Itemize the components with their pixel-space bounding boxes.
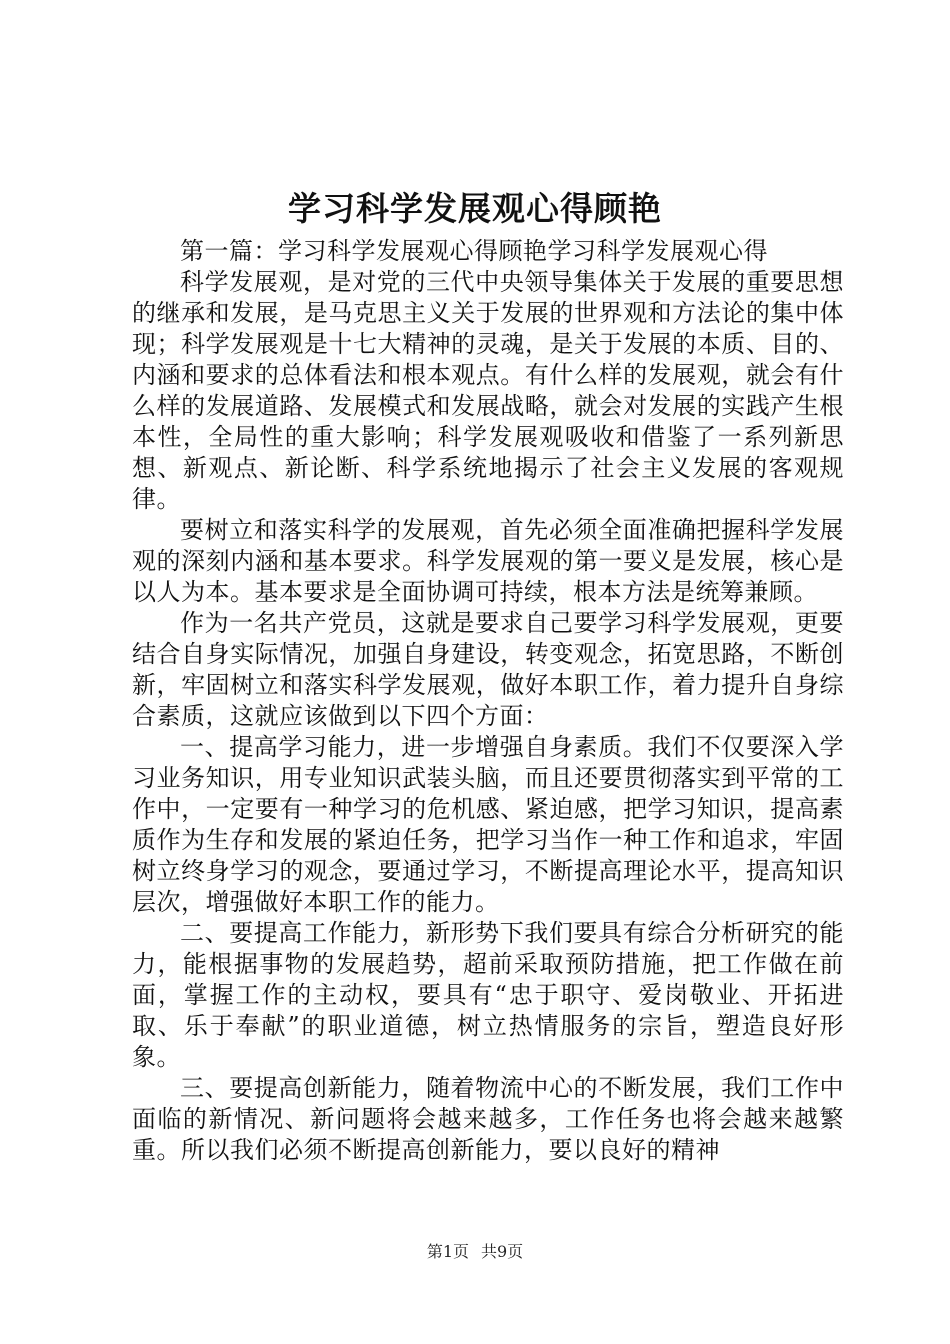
paragraph-heading: 第一篇：学习科学发展观心得顾艳学习科学发展观心得 <box>180 237 768 265</box>
paragraph: 一、提高学习能力，进一步增强自身素质。我们不仅要深入学习业务知识，用专业知识武装头脑，而且还要贯彻落实到平常的工作中，一定要有一种学习的危机感、紧迫感，把学习知识，提高素质作为生存和发展的紧迫任务，把学习当作一种工作和追求，牢固树立终身学习的观念，要通过学习，不断提高理论水平，提高知识层次，增强做好本职工作的能力。 <box>132 733 844 916</box>
paragraph: 科学发展观，是对党的三代中央领导集体关于发展的重要思想的继承和发展，是马克思主义关于发展的世界观和方法论的集中体现；科学发展观是十七大精神的灵魂，是关于发展的本质、目的、内涵和要求的总体看法和根本观点。有什么样的发展观，就会有什么样的发展道路、发展模式和发展战略，就会对发展的实践产生根本性，全局性的重大影响；科学发展观吸收和借鉴了一系列新思想、新观点、新论断、科学系统地揭示了社会主义发展的客观规律。 <box>132 268 844 513</box>
paragraph: 三、要提高创新能力，随着物流中心的不断发展，我们工作中面临的新情况、新问题将会越来越多，工作任务也将会越来越繁重。所以我们必须不断提高创新能力，要以良好的精神 <box>132 1074 844 1164</box>
paragraph: 要树立和落实科学的发展观，首先必须全面准确把握科学发展观的深刻内涵和基本要求。科学发展观的第一要义是发展，核心是以人为本。基本要求是全面协调可持续，根本方法是统筹兼顾。 <box>132 516 844 606</box>
document-body <box>132 236 844 1166</box>
page-total: 共9页 <box>481 1242 524 1261</box>
page-number: 第1页 <box>426 1242 469 1261</box>
page-footer <box>0 1240 950 1264</box>
paragraph: 作为一名共产党员，这就是要求自己要学习科学发展观，更要结合自身实际情况，加强自身建设，转变观念，拓宽思路，不断创新，牢固树立和落实科学发展观，做好本职工作，着力提升自身综合素质，这就应该做到以下四个方面： <box>132 609 844 730</box>
paragraph: 二、要提高工作能力，新形势下我们要具有综合分析研究的能力，能根据事物的发展趋势，超前采取预防措施，把工作做在前面，掌握工作的主动权，要具有“忠于职守、爱岗敬业、开拓进取、乐于奉献”的职业道德，树立热情服务的宗旨，塑造良好形象。 <box>132 919 844 1071</box>
document-title: 学习科学发展观心得顾艳 <box>288 189 662 228</box>
